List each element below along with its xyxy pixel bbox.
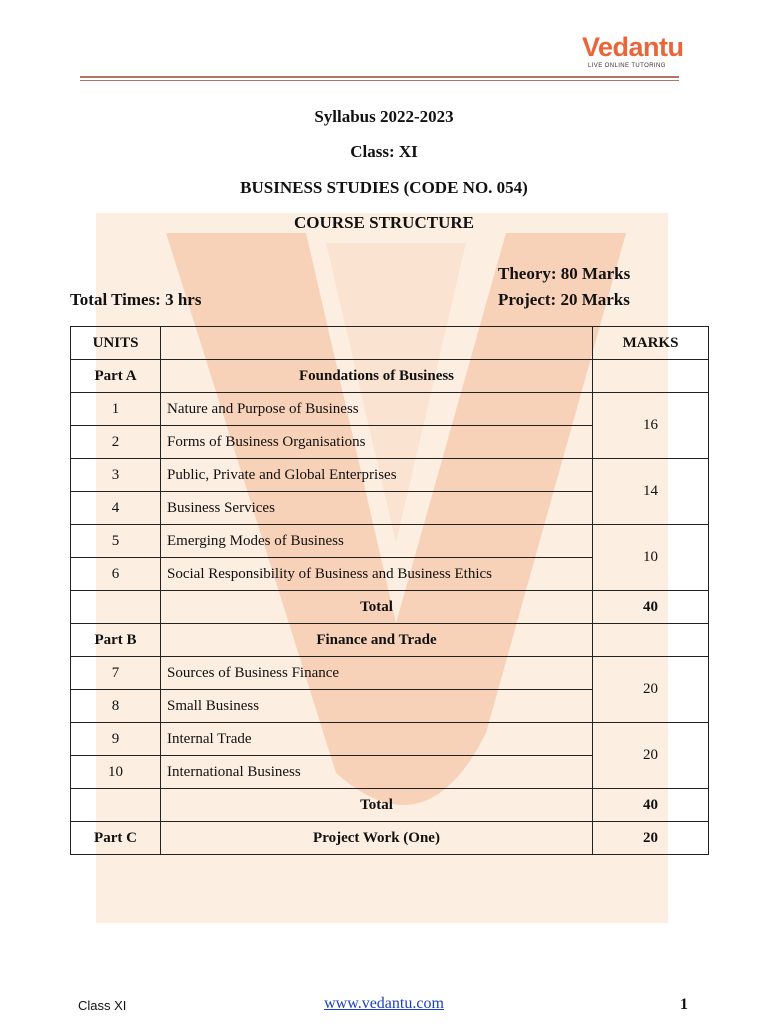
- total-label: Total: [161, 789, 593, 822]
- unit-name: Sources of Business Finance: [161, 657, 593, 690]
- unit-number: 4: [71, 492, 161, 525]
- vedantu-logo: [582, 32, 684, 74]
- logo-wordmark: Vedantu: [582, 32, 684, 62]
- total-empty: [71, 591, 161, 624]
- total-time: Total Times: 3 hrs: [70, 290, 202, 309]
- unit-name: Business Services: [161, 492, 593, 525]
- part-a-row: [71, 360, 709, 393]
- project-marks: Project: 20 Marks: [498, 290, 630, 309]
- unit-marks: 20: [593, 657, 709, 723]
- total-marks: 40: [593, 591, 709, 624]
- total-empty: [71, 789, 161, 822]
- theory-marks: Theory: 80 Marks: [498, 264, 631, 283]
- part-a-title: Foundations of Business: [161, 360, 593, 393]
- footer-website-link[interactable]: www.vedantu.com: [324, 995, 444, 1012]
- page-number: 1: [680, 996, 688, 1013]
- unit-number: 7: [71, 657, 161, 690]
- unit-name: Social Responsibility of Business and Business Ethics: [161, 558, 593, 591]
- unit-name: International Business: [161, 756, 593, 789]
- total-marks: 40: [593, 789, 709, 822]
- footer-class: Class XI: [78, 998, 127, 1013]
- table-row: [71, 723, 709, 756]
- unit-name: Nature and Purpose of Business: [161, 393, 593, 426]
- part-b-marks-empty: [593, 624, 709, 657]
- unit-number: 3: [71, 459, 161, 492]
- subject-title: BUSINESS STUDIES (CODE NO. 054): [240, 178, 528, 197]
- unit-marks: 20: [593, 723, 709, 789]
- unit-name: Small Business: [161, 690, 593, 723]
- table-row: [71, 657, 709, 690]
- part-a-marks-empty: [593, 360, 709, 393]
- class-title: Class: XI: [350, 142, 418, 161]
- part-c-marks: 20: [593, 822, 709, 855]
- part-a-total-row: [71, 591, 709, 624]
- unit-number: 8: [71, 690, 161, 723]
- part-a-label: Part A: [71, 360, 161, 393]
- unit-name: Public, Private and Global Enterprises: [161, 459, 593, 492]
- table-row: [71, 459, 709, 492]
- unit-name: Emerging Modes of Business: [161, 525, 593, 558]
- header-topic: [161, 327, 593, 360]
- part-c-label: Part C: [71, 822, 161, 855]
- unit-number: 9: [71, 723, 161, 756]
- header-units: UNITS: [71, 327, 161, 360]
- unit-number: 5: [71, 525, 161, 558]
- section-title: COURSE STRUCTURE: [294, 213, 474, 232]
- part-b-label: Part B: [71, 624, 161, 657]
- logo-tagline: LIVE ONLINE TUTORING: [588, 63, 666, 69]
- table-header-row: [71, 327, 709, 360]
- header-marks: MARKS: [593, 327, 709, 360]
- part-b-row: [71, 624, 709, 657]
- unit-number: 6: [71, 558, 161, 591]
- part-c-title: Project Work (One): [161, 822, 593, 855]
- unit-name: Internal Trade: [161, 723, 593, 756]
- total-label: Total: [161, 591, 593, 624]
- part-b-title: Finance and Trade: [161, 624, 593, 657]
- unit-name: Forms of Business Organisations: [161, 426, 593, 459]
- course-structure-table: [70, 326, 709, 855]
- table-row: [71, 393, 709, 426]
- unit-number: 1: [71, 393, 161, 426]
- part-c-row: [71, 822, 709, 855]
- unit-number: 2: [71, 426, 161, 459]
- header-rule: [80, 76, 679, 78]
- unit-marks: 10: [593, 525, 709, 591]
- unit-marks: 16: [593, 393, 709, 459]
- header-rule-thin: [80, 80, 679, 81]
- part-b-total-row: [71, 789, 709, 822]
- table-row: [71, 525, 709, 558]
- unit-marks: 14: [593, 459, 709, 525]
- syllabus-title: Syllabus 2022-2023: [314, 107, 454, 126]
- unit-number: 10: [71, 756, 161, 789]
